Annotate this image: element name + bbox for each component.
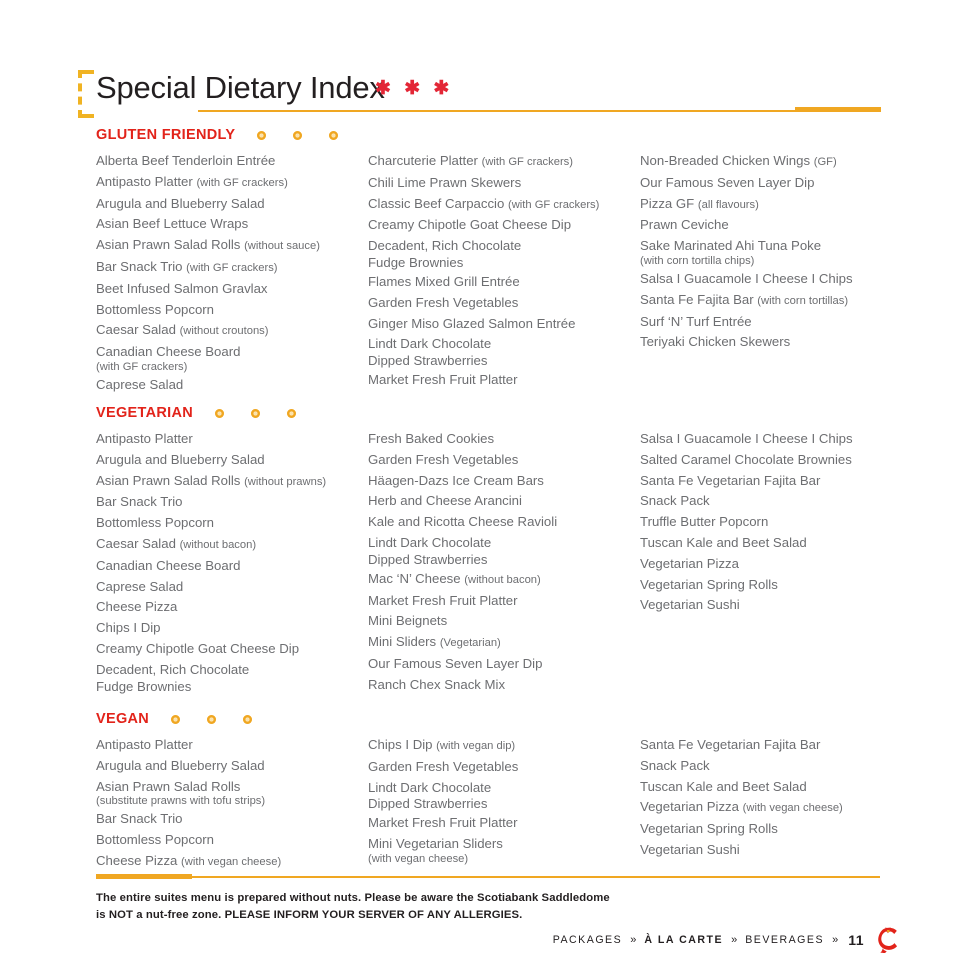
- nav-separator-2: »: [731, 934, 738, 946]
- list-item-label: Surf ‘N’ Turf Entrée: [640, 313, 752, 329]
- list-item-label: Arugula and Blueberry Salad: [96, 757, 265, 773]
- list-item-label: Ginger Miso Glazed Salmon Entrée: [368, 315, 576, 331]
- list-item: [368, 215, 640, 236]
- column-2: [368, 735, 640, 873]
- list-item: [368, 512, 640, 533]
- list-item-note: (without bacon): [464, 573, 541, 586]
- dot-icon: [215, 409, 224, 418]
- list-item-label: Mac ‘N’ Cheese: [368, 570, 461, 586]
- list-item: [368, 778, 640, 814]
- list-item: [368, 654, 640, 675]
- section-columns-gluten-friendly: [96, 151, 896, 396]
- list-item: [96, 279, 368, 300]
- list-item-label: Sake Marinated Ahi Tuna Poke: [640, 238, 822, 254]
- list-item-label: Chips I Dip: [96, 620, 161, 636]
- list-item-label: Asian Prawn Salad Rolls: [96, 778, 241, 794]
- list-item-label: Bottomless Popcorn: [96, 515, 215, 531]
- section-title-vegan: VEGAN: [96, 711, 150, 727]
- list-item: [640, 491, 912, 512]
- list-item: [368, 272, 640, 293]
- title-divider-thin: [198, 110, 881, 112]
- list-item-label: Vegetarian Pizza: [640, 799, 739, 815]
- allergy-notice-line-1: The entire suites menu is prepared without nuts. Please be aware the Scotiabank Saddledome: [96, 892, 610, 904]
- list-item-label: Bar Snack Trio: [96, 494, 183, 510]
- list-item-label: Antipasto Platter: [96, 737, 193, 752]
- list-item-label: Cheese Pizza: [96, 599, 178, 615]
- list-item: [640, 840, 912, 861]
- list-item-note: (without sauce): [244, 240, 320, 253]
- list-item-label: Caprese Salad: [96, 578, 184, 594]
- title-asterisks-icon: ✱ ✱ ✱: [375, 78, 454, 99]
- list-item-label: Mini Sliders: [368, 634, 437, 650]
- list-item: [96, 257, 368, 279]
- list-item-label: Vegetarian Sushi: [640, 597, 740, 613]
- list-item: [368, 151, 640, 173]
- list-item-label: Decadent, Rich Chocolate: [96, 661, 250, 677]
- column-1: [96, 735, 368, 873]
- dot-icon: [293, 131, 302, 140]
- page-title-block: [78, 66, 898, 122]
- list-item-subnote: (with vegan cheese): [368, 852, 469, 865]
- list-item: [640, 215, 912, 236]
- list-item: [96, 639, 368, 660]
- calgary-flames-logo-icon: [876, 927, 902, 953]
- list-item-label: Snack Pack: [640, 757, 710, 773]
- list-item-note: (with GF crackers): [186, 261, 278, 274]
- list-item: [640, 797, 912, 819]
- list-item: [96, 597, 368, 618]
- list-item-label: Garden Fresh Vegetables: [368, 758, 519, 774]
- list-item-label: Caesar Salad: [96, 322, 176, 338]
- list-item: [96, 214, 368, 235]
- list-item: [368, 450, 640, 471]
- list-item-label: Salsa I Guacamole I Cheese I Chips: [640, 270, 853, 286]
- list-item: [96, 660, 368, 696]
- list-item: [640, 819, 912, 840]
- list-item-subnote: (with GF crackers): [96, 360, 188, 373]
- list-item-label: Lindt Dark Chocolate: [368, 534, 492, 550]
- list-item-label: Caesar Salad: [96, 535, 176, 551]
- list-item: [368, 611, 640, 632]
- list-item-label: Salted Caramel Chocolate Brownies: [640, 451, 852, 467]
- list-item-label: Canadian Cheese Board: [96, 344, 241, 360]
- list-item-label: Tuscan Kale and Beet Salad: [640, 778, 807, 794]
- list-item-continuation: Fudge Brownies: [96, 678, 192, 694]
- section-dots-gluten-friendly: [257, 131, 365, 140]
- list-item-label: Herb and Cheese Arancini: [368, 493, 522, 509]
- list-item-label: Pizza GF: [640, 195, 695, 211]
- allergy-notice: [96, 890, 716, 923]
- list-item-label: Salsa I Guacamole I Cheese I Chips: [640, 431, 853, 446]
- list-item: [368, 370, 640, 391]
- list-item: [96, 429, 368, 450]
- list-item: [640, 756, 912, 777]
- list-item-continuation: Dipped Strawberries: [368, 551, 488, 567]
- title-divider-thick: [795, 107, 881, 112]
- list-item: [368, 293, 640, 314]
- list-item: [640, 471, 912, 492]
- dot-icon: [171, 715, 180, 724]
- footer-divider-thin: [188, 876, 880, 878]
- list-item-label: Bar Snack Trio: [96, 811, 183, 827]
- column-3: [640, 735, 912, 873]
- list-item: [96, 756, 368, 777]
- list-item: [368, 314, 640, 335]
- list-item: [640, 450, 912, 471]
- page-navigation: [553, 930, 902, 950]
- list-item: [640, 595, 912, 616]
- page-title: Special Dietary Index: [96, 70, 385, 105]
- list-item: [640, 332, 912, 353]
- nav-separator-1: »: [630, 934, 637, 946]
- list-item-label: Market Fresh Fruit Platter: [368, 815, 518, 831]
- dot-icon: [329, 131, 338, 140]
- dot-icon: [207, 715, 216, 724]
- list-item: [640, 236, 912, 269]
- list-item: [96, 450, 368, 471]
- list-item-label: Antipasto Platter: [96, 431, 193, 446]
- list-item-note: (all flavours): [697, 198, 759, 211]
- list-item-label: Bottomless Popcorn: [96, 301, 215, 317]
- list-item-label: Asian Prawn Salad Rolls: [96, 237, 241, 253]
- list-item-label: Santa Fe Fajita Bar: [640, 291, 754, 307]
- list-item-note: (without bacon): [179, 538, 257, 551]
- list-item-label: Antipasto Platter: [96, 173, 193, 189]
- list-item-subnote: (with corn tortilla chips): [640, 254, 755, 267]
- list-item-label: Decadent, Rich Chocolate: [368, 238, 522, 254]
- list-item-subnote: (substitute prawns with tofu strips): [96, 795, 266, 808]
- list-item-label: Creamy Chipotle Goat Cheese Dip: [96, 640, 300, 656]
- list-item-label: Santa Fe Vegetarian Fajita Bar: [640, 472, 821, 488]
- list-item: [640, 575, 912, 596]
- list-item-label: Häagen-Dazs Ice Cream Bars: [368, 472, 544, 488]
- list-item-note: (Vegetarian): [439, 637, 501, 650]
- list-item: [96, 830, 368, 851]
- list-item: [640, 290, 912, 312]
- list-item: [640, 512, 912, 533]
- column-1: [96, 429, 368, 696]
- section-header-vegan: [96, 710, 896, 728]
- nav-separator-3: »: [832, 934, 839, 946]
- list-item-label: Flames Mixed Grill Entrée: [368, 273, 520, 289]
- list-item: [640, 735, 912, 756]
- list-item-label: Asian Beef Lettuce Wraps: [96, 216, 249, 232]
- list-item-label: Chips I Dip: [368, 737, 433, 752]
- list-item-label: Vegetarian Sushi: [640, 841, 740, 857]
- list-item-label: Vegetarian Pizza: [640, 555, 739, 571]
- list-item: [96, 809, 368, 830]
- list-item-note: (GF): [813, 156, 837, 168]
- list-item: [96, 534, 368, 556]
- list-item-label: Our Famous Seven Layer Dip: [368, 655, 543, 671]
- list-item: [640, 533, 912, 554]
- list-item-label: Non-Breaded Chicken Wings: [640, 153, 811, 168]
- list-item-note: (with vegan cheese): [181, 855, 282, 868]
- list-item: [96, 618, 368, 639]
- list-item: [640, 269, 912, 290]
- dot-icon: [243, 715, 252, 724]
- dot-icon: [287, 409, 296, 418]
- list-item-note: (with GF crackers): [508, 198, 600, 211]
- list-item-note: (with vegan cheese): [742, 802, 843, 815]
- list-item: [368, 173, 640, 194]
- list-item: [640, 429, 912, 450]
- list-item: [368, 675, 640, 696]
- section-columns-vegan: [96, 735, 896, 873]
- list-item: [368, 334, 640, 370]
- list-item-label: Truffle Butter Popcorn: [640, 514, 769, 530]
- footer-divider-thick: [96, 874, 192, 879]
- list-item-continuation: Dipped Strawberries: [368, 353, 488, 369]
- list-item: [368, 471, 640, 492]
- list-item-label: Vegetarian Spring Rolls: [640, 576, 778, 592]
- list-item: [96, 577, 368, 598]
- list-item-label: Fresh Baked Cookies: [368, 431, 495, 446]
- list-item-label: Creamy Chipotle Goat Cheese Dip: [368, 217, 572, 233]
- list-item: [368, 491, 640, 512]
- list-item-label: Market Fresh Fruit Platter: [368, 592, 518, 608]
- list-item-label: Lindt Dark Chocolate: [368, 336, 492, 352]
- list-item: [368, 834, 640, 867]
- list-item: [96, 556, 368, 577]
- allergy-notice-line-2: is NOT a nut-free zone. PLEASE INFORM YOUR SERVER OF ANY ALLERGIES.: [96, 908, 523, 921]
- list-item: [640, 151, 912, 173]
- dot-icon: [251, 409, 260, 418]
- list-item-label: Vegetarian Spring Rolls: [640, 821, 778, 837]
- list-item: [96, 735, 368, 756]
- list-item-label: Lindt Dark Chocolate: [368, 779, 492, 795]
- list-item-label: Beet Infused Salmon Gravlax: [96, 280, 268, 296]
- list-item: [368, 569, 640, 591]
- list-item-continuation: Dipped Strawberries: [368, 796, 488, 812]
- list-item-label: Arugula and Blueberry Salad: [96, 195, 265, 211]
- list-item-label: Bar Snack Trio: [96, 258, 183, 274]
- section-title-vegetarian: VEGETARIAN: [96, 405, 193, 421]
- list-item: [368, 735, 640, 757]
- list-item: [96, 513, 368, 534]
- section-header-gluten-friendly: [96, 126, 896, 144]
- list-item-note: (with GF crackers): [196, 176, 288, 189]
- list-item: [368, 194, 640, 216]
- list-item-label: Bottomless Popcorn: [96, 832, 215, 848]
- list-item-label: Santa Fe Vegetarian Fajita Bar: [640, 737, 821, 752]
- list-item: [96, 777, 368, 810]
- list-item-label: Ranch Chex Snack Mix: [368, 676, 506, 692]
- list-item: [368, 533, 640, 569]
- column-2: [368, 429, 640, 696]
- list-item: [96, 492, 368, 513]
- section-header-vegetarian: [96, 404, 896, 422]
- list-item: [640, 554, 912, 575]
- list-item-label: Classic Beef Carpaccio: [368, 195, 505, 211]
- list-item: [368, 236, 640, 272]
- list-item-label: Canadian Cheese Board: [96, 557, 241, 573]
- section-vegetarian: [96, 404, 896, 696]
- list-item-label: Charcuterie Platter: [368, 153, 478, 168]
- list-item: [96, 235, 368, 257]
- section-gluten-friendly: [96, 126, 896, 396]
- list-item-label: Arugula and Blueberry Salad: [96, 451, 265, 467]
- list-item: [96, 151, 368, 172]
- list-item-label: Market Fresh Fruit Platter: [368, 372, 518, 388]
- list-item-label: Our Famous Seven Layer Dip: [640, 174, 815, 190]
- list-item-note: (without prawns): [244, 475, 327, 488]
- list-item-label: Cheese Pizza: [96, 852, 178, 868]
- column-2: [368, 151, 640, 396]
- section-title-gluten-friendly: GLUTEN FRIENDLY: [96, 127, 236, 143]
- list-item-note: (without croutons): [179, 325, 269, 338]
- section-vegan: [96, 710, 896, 873]
- list-item-label: Kale and Ricotta Cheese Ravioli: [368, 514, 558, 530]
- list-item-label: Mini Vegetarian Sliders: [368, 836, 503, 852]
- list-item-label: Garden Fresh Vegetables: [368, 451, 519, 467]
- column-3: [640, 151, 912, 396]
- list-item-label: Chili Lime Prawn Skewers: [368, 174, 522, 190]
- list-item: [96, 300, 368, 321]
- list-item-label: Prawn Ceviche: [640, 217, 729, 233]
- list-item-label: Asian Prawn Salad Rolls: [96, 472, 241, 488]
- section-dots-vegetarian: [215, 409, 323, 418]
- section-columns-vegetarian: [96, 429, 896, 696]
- list-item-label: Mini Beignets: [368, 613, 448, 629]
- column-3: [640, 429, 912, 696]
- list-item: [96, 194, 368, 215]
- list-item-note: (with vegan dip): [436, 740, 516, 752]
- page-number: 11: [848, 932, 864, 948]
- nav-item-beverages[interactable]: BEVERAGES: [745, 934, 825, 946]
- list-item: [368, 429, 640, 450]
- decorative-bracket-icon: [78, 70, 94, 118]
- list-item-label: Garden Fresh Vegetables: [368, 294, 519, 310]
- nav-item-a-la-carte[interactable]: À LA CARTE: [644, 934, 724, 946]
- column-1: [96, 151, 368, 396]
- list-item: [96, 471, 368, 493]
- list-item: [96, 320, 368, 342]
- nav-item-packages[interactable]: PACKAGES: [552, 934, 623, 946]
- list-item: [368, 591, 640, 612]
- list-item: [96, 172, 368, 194]
- list-item-label: Tuscan Kale and Beet Salad: [640, 534, 807, 550]
- list-item: [368, 757, 640, 778]
- list-item: [640, 312, 912, 333]
- list-item: [368, 632, 640, 654]
- list-item: [640, 173, 912, 194]
- section-dots-vegan: [171, 715, 279, 724]
- list-item-label: Teriyaki Chicken Skewers: [640, 334, 791, 350]
- list-item: [96, 375, 368, 396]
- list-item-note: (with GF crackers): [481, 156, 573, 168]
- list-item: [368, 813, 640, 834]
- list-item-label: Alberta Beef Tenderloin Entrée: [96, 153, 276, 168]
- list-item: [96, 342, 368, 375]
- list-item: [96, 851, 368, 873]
- list-item: [640, 777, 912, 798]
- dot-icon: [257, 131, 266, 140]
- list-item-label: Caprese Salad: [96, 376, 184, 392]
- list-item-label: Snack Pack: [640, 493, 710, 509]
- list-item: [640, 194, 912, 216]
- list-item-continuation: Fudge Brownies: [368, 254, 464, 270]
- list-item-note: (with corn tortillas): [757, 294, 849, 307]
